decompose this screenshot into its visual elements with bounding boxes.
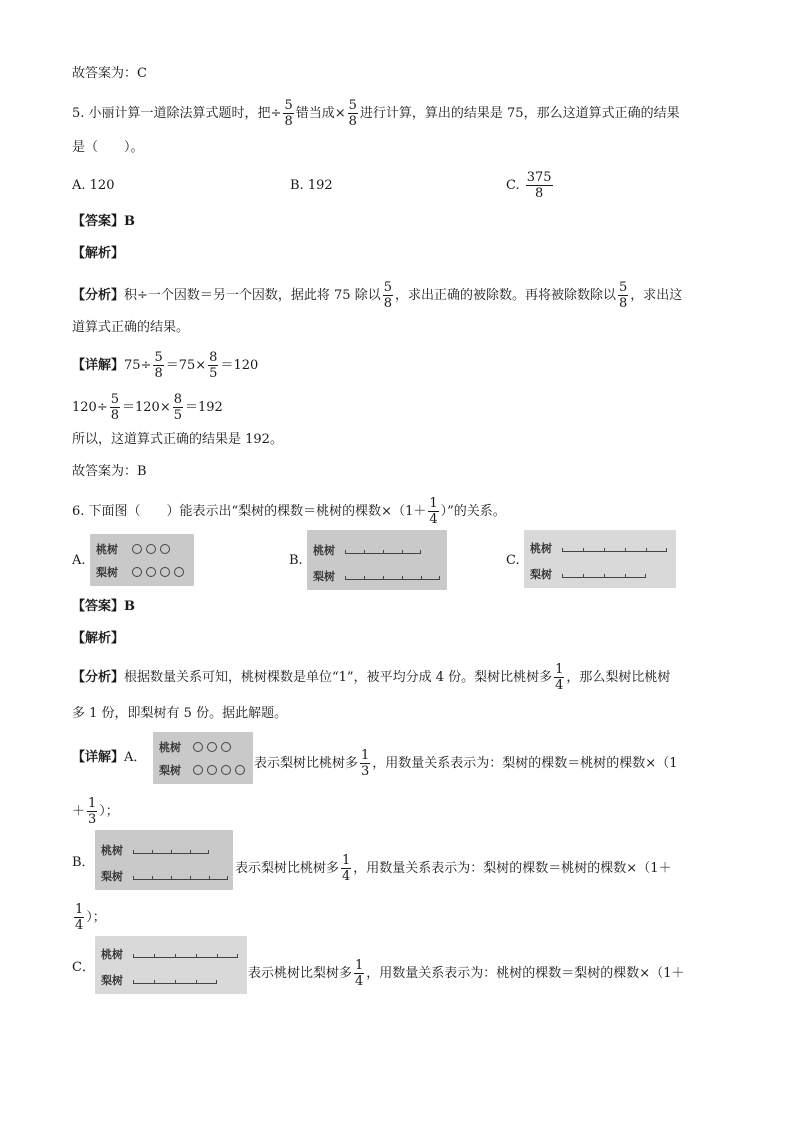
detail-a-circles: 桃树 梨树 xyxy=(153,732,253,784)
q6-option-a-label: A. xyxy=(72,553,86,568)
circle-icon xyxy=(193,765,203,775)
q5-conclusion: 所以，这道算式正确的结果是 192。 xyxy=(72,432,283,447)
q6-option-c-label: C. xyxy=(506,553,520,568)
fraction: $\frac{1}{4}$ xyxy=(75,902,84,933)
q6-detail-c-lead: C． xyxy=(72,960,95,975)
circle-icon xyxy=(221,742,231,752)
circle-icon xyxy=(146,567,156,577)
q5-analysis-cont: 道算式正确的结果。 xyxy=(72,320,190,335)
q6-analysis-cont: 多 1 份，即梨树有 5 份。据此解题。 xyxy=(72,706,288,721)
q5-detail-calc1: 【详解】75÷ $\frac{5}{8}$ ＝75× $\frac{8}{5}$ ＝120 xyxy=(72,350,259,381)
segment-line xyxy=(133,954,238,958)
q6-stem: 6. 下面图（ ）能表示出“梨树的棵数＝桃树的棵数×（1＋ $\frac{1}{4}$ ）”的关系。 xyxy=(72,496,506,527)
q5-final-answer: 故答案为：B xyxy=(72,464,147,479)
segment-line xyxy=(562,548,667,552)
q6-analysis: 【分析】根据数量关系可知，桃树棵数是单位“1”，被平均分成 4 份。梨树比桃树多 $\frac{1}{4}$ ，那么梨树比桃树 xyxy=(72,662,671,693)
q6-detail-b-cont: $\frac{1}{4}$ ）； xyxy=(75,902,106,933)
q6-detail-a-lead: 【详解】A． xyxy=(72,750,147,765)
fraction: $\frac{1}{4}$ xyxy=(555,662,564,693)
q5-jiexi: 【解析】 xyxy=(72,246,125,261)
q6-option-b-label: B. xyxy=(289,553,303,568)
answer-conclusion-prev: 故答案为：C xyxy=(72,66,147,81)
q5-option-b: B. 192 xyxy=(290,178,333,193)
q6-detail-a-text: 表示梨树比桃树多 $\frac{1}{3}$ ，用数量关系表示为：梨树的棵数＝桃树的棵数×（1 xyxy=(254,748,678,779)
fraction: $\frac{1}{3}$ xyxy=(361,748,370,779)
fraction: $\frac{5}{8}$ xyxy=(619,280,628,311)
q5-answer: 【答案】B xyxy=(72,214,135,229)
circle-icon xyxy=(146,544,156,554)
q6-detail-b-text: 表示梨树比桃树多 $\frac{1}{4}$ ，用数量关系表示为：梨树的棵数＝桃树的棵数×（1＋ xyxy=(235,853,672,884)
detail-c-segments: 桃树 梨树 xyxy=(95,936,247,994)
circle-icon xyxy=(132,544,142,554)
q6-detail-c-text: 表示桃树比梨树多 $\frac{1}{4}$ ，用数量关系表示为：桃树的棵数＝梨树的棵数×（1＋ xyxy=(248,958,685,989)
q6-jiexi: 【解析】 xyxy=(72,631,125,646)
q5-stem: 5. 小丽计算一道除法算式题时，把÷ $\frac{5}{8}$ 错当成× $\frac{5}{8}$ 进行计算，算出的结果是 75，那么这道算式正确的结果 xyxy=(72,98,680,129)
fraction: $\frac{5}{8}$ xyxy=(284,98,293,129)
circle-icon xyxy=(207,742,217,752)
q5-analysis: 【分析】积÷一个因数＝另一个因数，据此将 75 除以 $\frac{5}{8}$ ，求出正确的被除数。再将被除数除以 $\frac{5}{8}$ ，求出这 xyxy=(72,280,683,311)
q5-option-a: A. 120 xyxy=(72,178,115,193)
diagram-c-segments: 桃树 梨树 xyxy=(524,530,676,588)
q5-detail-calc2: 120÷ $\frac{5}{8}$ ＝120× $\frac{8}{5}$ ＝192 xyxy=(72,392,223,423)
q5-option-c: C. $\frac{375}{8}$ xyxy=(506,170,552,201)
detail-b-segments: 桃树 梨树 xyxy=(95,830,233,890)
circle-icon xyxy=(160,567,170,577)
fraction: $\frac{5}{8}$ xyxy=(110,392,119,423)
circle-icon xyxy=(193,742,203,752)
fraction: $\frac{5}{8}$ xyxy=(154,350,163,381)
fraction: $\frac{8}{5}$ xyxy=(173,392,182,423)
fraction: $\frac{1}{4}$ xyxy=(355,958,364,989)
circle-icon xyxy=(160,544,170,554)
q6-detail-b-lead: B． xyxy=(72,855,95,870)
q6-detail-a-cont: ＋ $\frac{1}{3}$ ）； xyxy=(72,796,119,827)
circle-icon xyxy=(207,765,217,775)
circle-icon xyxy=(174,567,184,577)
fraction: $\frac{1}{3}$ xyxy=(88,796,97,827)
fraction: $\frac{1}{4}$ xyxy=(342,853,351,884)
fraction: $\frac{5}{8}$ xyxy=(348,98,357,129)
diagram-a-circles: 桃树 梨树 xyxy=(90,534,194,586)
fraction: $\frac{5}{8}$ xyxy=(383,280,392,311)
q5-stem-cont: 是（ ）。 xyxy=(72,140,144,155)
fraction: $\frac{8}{5}$ xyxy=(209,350,218,381)
circle-icon xyxy=(221,765,231,775)
fraction: $\frac{375}{8}$ xyxy=(526,170,552,201)
circle-icon xyxy=(132,567,142,577)
diagram-b-segments: 桃树 梨树 xyxy=(307,530,447,590)
fraction: $\frac{1}{4}$ xyxy=(429,496,438,527)
segment-line xyxy=(133,876,228,880)
circle-icon xyxy=(235,765,245,775)
segment-line xyxy=(345,576,440,580)
q6-answer: 【答案】B xyxy=(72,599,135,614)
